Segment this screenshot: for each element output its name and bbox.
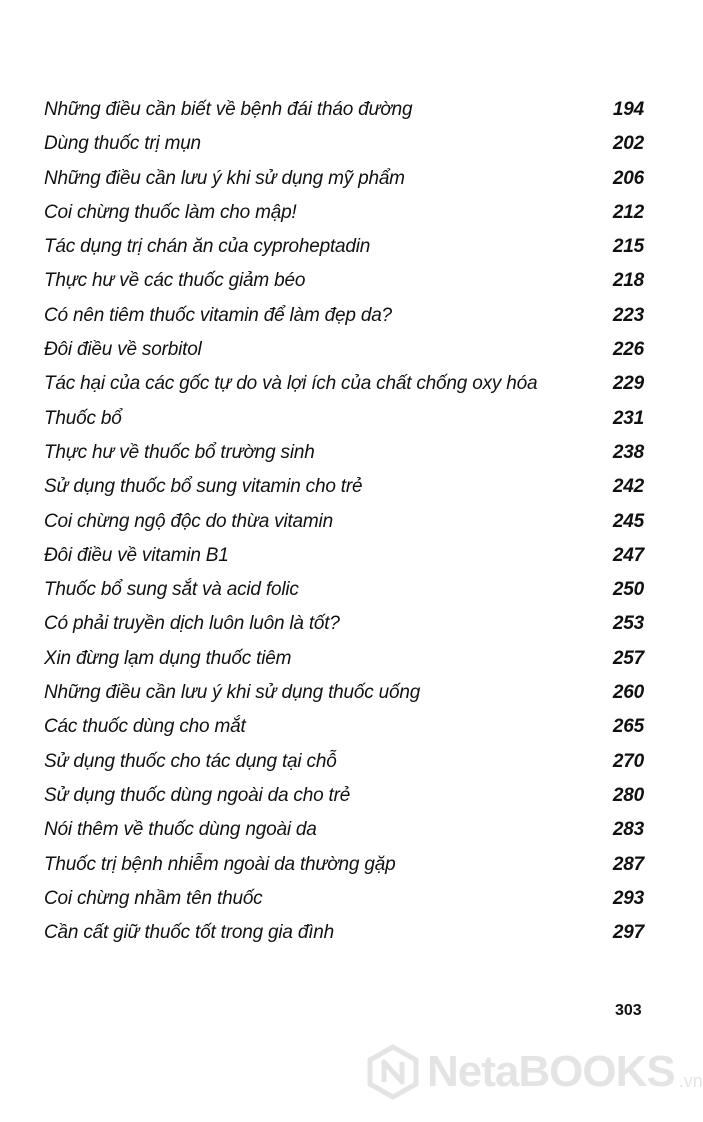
toc-entry-title: Những điều cần lưu ý khi sử dụng mỹ phẩm <box>44 167 405 189</box>
toc-entry <box>44 539 644 573</box>
toc-entry-page: 257 <box>612 647 644 669</box>
toc-entry-page: 280 <box>612 784 644 806</box>
toc-entry <box>44 162 644 196</box>
toc-entry-title: Những điều cần biết về bệnh đái tháo đường <box>44 99 413 120</box>
toc-entry <box>44 505 644 539</box>
toc-entry-page: 226 <box>612 339 644 361</box>
toc-entry <box>44 607 644 641</box>
toc-entry-page: 245 <box>612 510 644 532</box>
toc-entry-title: Thuốc bổ <box>44 407 122 429</box>
toc-entry <box>44 264 644 298</box>
watermark-text: NetaBOOKS <box>427 1047 675 1096</box>
toc-entry-page: 247 <box>612 544 644 566</box>
toc-entry-page: 194 <box>612 99 644 120</box>
n-logo-icon <box>365 1044 421 1100</box>
toc-entry-title: Đôi điều về sorbitol <box>44 339 202 361</box>
toc-entry-title: Thực hư về các thuốc giảm béo <box>44 270 306 292</box>
toc-entry <box>44 779 644 813</box>
toc-entry-page: 231 <box>612 407 644 429</box>
toc-entry-title: Coi chừng nhầm tên thuốc <box>44 887 263 909</box>
toc-entry-page: 253 <box>612 613 644 635</box>
watermark-suffix: .vn <box>678 1071 703 1091</box>
toc-entry-title: Sử dụng thuốc bổ sung vitamin cho trẻ <box>44 476 363 498</box>
toc-entry <box>44 573 644 607</box>
toc-entry <box>44 676 644 710</box>
toc-entry-title: Tác dụng trị chán ăn của cyproheptadin <box>44 236 371 258</box>
toc-entry-page: 202 <box>612 133 644 155</box>
toc-entry <box>44 93 644 127</box>
toc-entry-page: 293 <box>612 887 644 909</box>
toc-entry-title: Các thuốc dùng cho mắt <box>44 716 246 738</box>
table-of-contents <box>44 93 644 950</box>
toc-entry-page: 242 <box>612 476 644 498</box>
toc-entry-title: Sử dụng thuốc dùng ngoài da cho trẻ <box>44 784 351 806</box>
toc-entry-page: 206 <box>612 167 644 189</box>
toc-entry-page: 283 <box>612 819 644 841</box>
page-number: 303 <box>615 1002 642 1019</box>
toc-entry <box>44 882 644 916</box>
toc-entry-title: Đôi điều về vitamin B1 <box>44 544 229 566</box>
toc-entry-title: Coi chừng ngộ độc do thừa vitamin <box>44 510 333 532</box>
toc-entry-page: 238 <box>612 441 644 463</box>
toc-entry <box>44 745 644 779</box>
toc-entry-page: 270 <box>612 750 644 772</box>
toc-entry-title: Những điều cần lưu ý khi sử dụng thuốc uống <box>44 682 421 704</box>
toc-entry-title: Nói thêm về thuốc dùng ngoài da <box>44 819 317 841</box>
toc-entry-page: 223 <box>612 304 644 326</box>
toc-entry-title: Dùng thuốc trị mụn <box>44 133 201 155</box>
toc-entry-page: 229 <box>612 373 644 395</box>
toc-entry <box>44 196 644 230</box>
toc-entry <box>44 470 644 504</box>
toc-entry <box>44 127 644 161</box>
toc-entry-page: 215 <box>612 236 644 258</box>
toc-entry <box>44 436 644 470</box>
toc-entry <box>44 230 644 264</box>
toc-entry <box>44 333 644 367</box>
toc-entry <box>44 299 644 333</box>
toc-entry-title: Tác hại của các gốc tự do và lợi ích của chất chống oxy hóa <box>44 373 538 395</box>
toc-entry <box>44 916 644 950</box>
watermark <box>365 1044 703 1100</box>
toc-entry-page: 265 <box>612 716 644 738</box>
toc-entry-page: 260 <box>612 682 644 704</box>
toc-entry <box>44 402 644 436</box>
toc-entry <box>44 710 644 744</box>
toc-entry <box>44 642 644 676</box>
toc-entry-title: Thuốc trị bệnh nhiễm ngoài da thường gặp <box>44 853 396 875</box>
toc-entry <box>44 367 644 401</box>
toc-entry-page: 297 <box>612 922 644 944</box>
toc-entry-title: Có nên tiêm thuốc vitamin để làm đẹp da? <box>44 304 392 326</box>
toc-entry-title: Thuốc bổ sung sắt và acid folic <box>44 579 299 601</box>
toc-entry-title: Có phải truyền dịch luôn luôn là tốt? <box>44 613 340 635</box>
toc-entry-title: Coi chừng thuốc làm cho mập! <box>44 201 297 223</box>
toc-entry-title: Xin đừng lạm dụng thuốc tiêm <box>44 647 292 669</box>
toc-entry-page: 287 <box>612 853 644 875</box>
toc-entry <box>44 813 644 847</box>
toc-entry-page: 212 <box>612 201 644 223</box>
toc-entry-title: Thực hư về thuốc bổ trường sinh <box>44 441 315 463</box>
toc-entry-page: 250 <box>612 579 644 601</box>
toc-entry-page: 218 <box>612 270 644 292</box>
toc-entry-title: Cần cất giữ thuốc tốt trong gia đình <box>44 922 335 944</box>
toc-entry-title: Sử dụng thuốc cho tác dụng tại chỗ <box>44 750 337 772</box>
toc-entry <box>44 848 644 882</box>
